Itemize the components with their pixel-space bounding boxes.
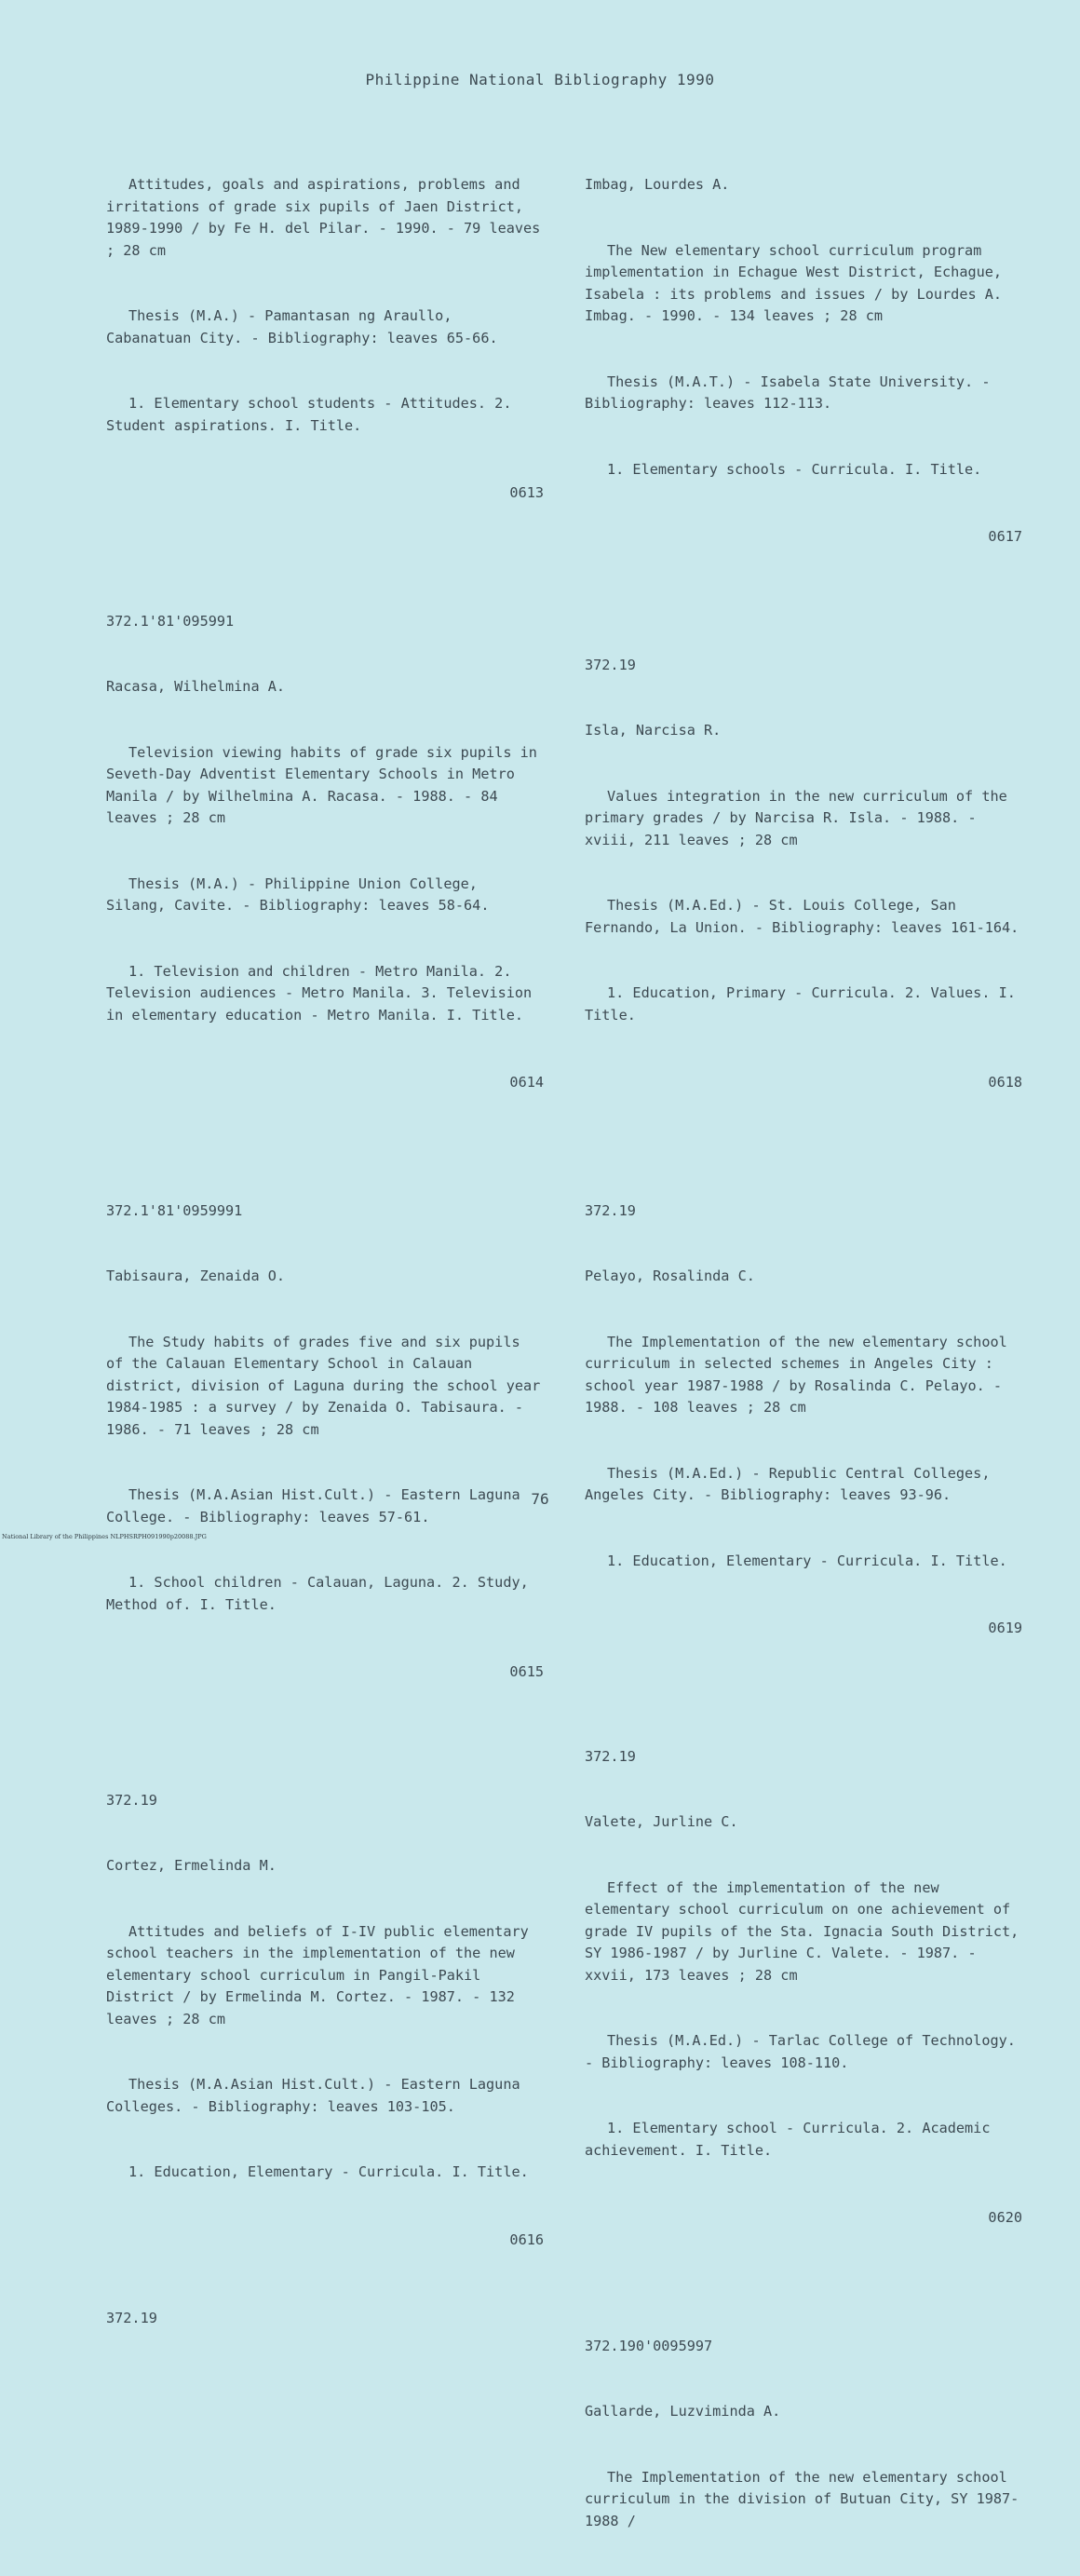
entry-title: The Implementation of the new elementary school curriculum in selected schemes in Angeles City : school year 1987-1988 / by Rosalinda C. Pelayo. - 1988. - 108 leaves ; 28 cm [585,1332,1022,1419]
bib-entry-0617 [585,130,1022,592]
entry-number: 0616 [106,2230,544,2252]
left-column [106,130,544,2330]
scan-footer: National Library of the Philippines NLPHSRPH091990p20088.JPG [2,1533,207,1540]
call-number: 372.1'81'0959991 [106,1200,544,1223]
bib-entry-0620 [585,1702,1022,2273]
right-column [585,130,1022,2576]
entry-number: 0620 [585,2207,1022,2230]
entry-subjects: 1. Education, Elementary - Curricula. I. Title. [585,1551,1022,1573]
entry-note: Thesis (M.A.Ed.) - St. Louis College, San Fernando, La Union. - Bibliography: leaves 161-164. [585,895,1022,939]
bib-entry-partial [585,2292,1022,2576]
entry-note: Thesis (M.A.Asian Hist.Cult.) - Eastern Laguna College. - Bibliography: leaves 57-61. [106,1485,544,1528]
entry-subjects: 1. Education, Elementary - Curricula. I. Title. [106,2162,544,2184]
bib-entry-0616 [106,1746,544,2296]
entry-number: 0613 [106,482,544,505]
entry-subjects: 1. Elementary schools - Curricula. I. Title. [585,459,1022,481]
call-number: 372.190'0095997 [585,2336,1022,2358]
entry-title: Attitudes, goals and aspirations, problems and irritations of grade six pupils of Jaen District, 1989-1990 / by Fe H. del Pilar. - 1990. - 79 leaves ; 28 cm [106,174,544,262]
entry-author: Cortez, Ermelinda M. [106,1855,544,1878]
entry-number: 0618 [585,1072,1022,1094]
entry-subjects: 1. Elementary school students - Attitudes. 2. Student aspirations. I. Title. [106,393,544,437]
entry-author: Pelayo, Rosalinda C. [585,1266,1022,1288]
entry-title: Television viewing habits of grade six pupils in Seveth-Day Adventist Elementary Schools in Metro Manila / by Wilhelmina A. Racasa. - 1988. - 84 leaves ; 28 cm [106,742,544,830]
call-number: 372.19 [585,1200,1022,1223]
page-number: 76 [0,1490,1080,1508]
entry-author: Racasa, Wilhelmina A. [106,676,544,698]
entry-note: Thesis (M.A.Asian Hist.Cult.) - Eastern Laguna Colleges. - Bibliography: leaves 103-105. [106,2074,544,2118]
entry-number: 0614 [106,1072,544,1094]
call-number: 372.19 [106,1790,544,1812]
entry-number: 0615 [106,1661,544,1684]
entry-title: The Implementation of the new elementary school curriculum in the division of Butuan City, SY 1987-1988 / [585,2467,1022,2533]
entry-number: 0619 [585,1618,1022,1640]
bib-entry-0613 [106,130,544,549]
entry-author: Imbag, Lourdes A. [585,174,1022,197]
entry-title: Effect of the implementation of the new elementary school curriculum on one achievement of grade IV pupils of the Sta. Ignacia South District, SY 1986-1987 / by Jurline C. Valete. - 1987. - xxvii, 173 leaves ; 28 cm [585,1878,1022,1987]
call-number: 372.19 [585,1746,1022,1769]
call-number: 372.1'81'095991 [106,611,544,633]
entry-title: The New elementary school curriculum program implementation in Echague West District, Echague, Isabela : its problems and issues / by Lourdes A. Imbag. - 1990. - 134 leaves ; 28 cm [585,240,1022,328]
entry-note: Thesis (M.A.Ed.) - Tarlac College of Technology. - Bibliography: leaves 108-110. [585,2030,1022,2074]
entry-note: Thesis (M.A.) - Philippine Union College, Silang, Cavite. - Bibliography: leaves 58-64. [106,874,544,917]
bib-entry-0615 [106,1157,544,1728]
page-header: Philippine National Bibliography 1990 [0,71,1080,88]
bib-entry-0614 [106,567,544,1138]
entry-note: Thesis (M.A.) - Pamantasan ng Araullo, Cabanatuan City. - Bibliography: leaves 65-66. [106,305,544,349]
entry-author: Valete, Jurline C. [585,1811,1022,1834]
entry-subjects: 1. Television and children - Metro Manila. 2. Television audiences - Metro Manila. 3. Television in elementary education - Metro Manila. I. Title. [106,961,544,1027]
entry-subjects: 1. Education, Primary - Curricula. 2. Values. I. Title. [585,983,1022,1026]
entry-author: Isla, Narcisa R. [585,720,1022,742]
trailing-call-number: 372.19 [106,2308,544,2330]
entry-subjects: 1. Elementary school - Curricula. 2. Academic achievement. I. Title. [585,2118,1022,2162]
entry-author: Gallarde, Luzviminda A. [585,2401,1022,2423]
call-number: 372.19 [585,655,1022,677]
entry-number: 0617 [585,526,1022,549]
bib-entry-0619 [585,1157,1022,1684]
entry-author: Tabisaura, Zenaida O. [106,1266,544,1288]
bib-entry-0618 [585,611,1022,1138]
entry-title: The Study habits of grades five and six pupils of the Calauan Elementary School in Calauan district, division of Laguna during the school year 1984-1985 : a survey / by Zenaida O. Tabisaura. - 1986. - 71 leaves ; 28 cm [106,1332,544,1442]
entry-note: Thesis (M.A.Ed.) - Republic Central Colleges, Angeles City. - Bibliography: leaves 93-96. [585,1463,1022,1507]
entry-note: Thesis (M.A.T.) - Isabela State University. - Bibliography: leaves 112-113. [585,372,1022,415]
entry-subjects: 1. School children - Calauan, Laguna. 2. Study, Method of. I. Title. [106,1572,544,1616]
entry-title: Attitudes and beliefs of I-IV public elementary school teachers in the implementation of the new elementary school curriculum in Pangil-Pakil District / by Ermelinda M. Cortez. - 1987. - 132 leaves ; 28 cm [106,1921,544,2031]
entry-title: Values integration in the new curriculum of the primary grades / by Narcisa R. Isla. - 1988. - xviii, 211 leaves ; 28 cm [585,786,1022,852]
